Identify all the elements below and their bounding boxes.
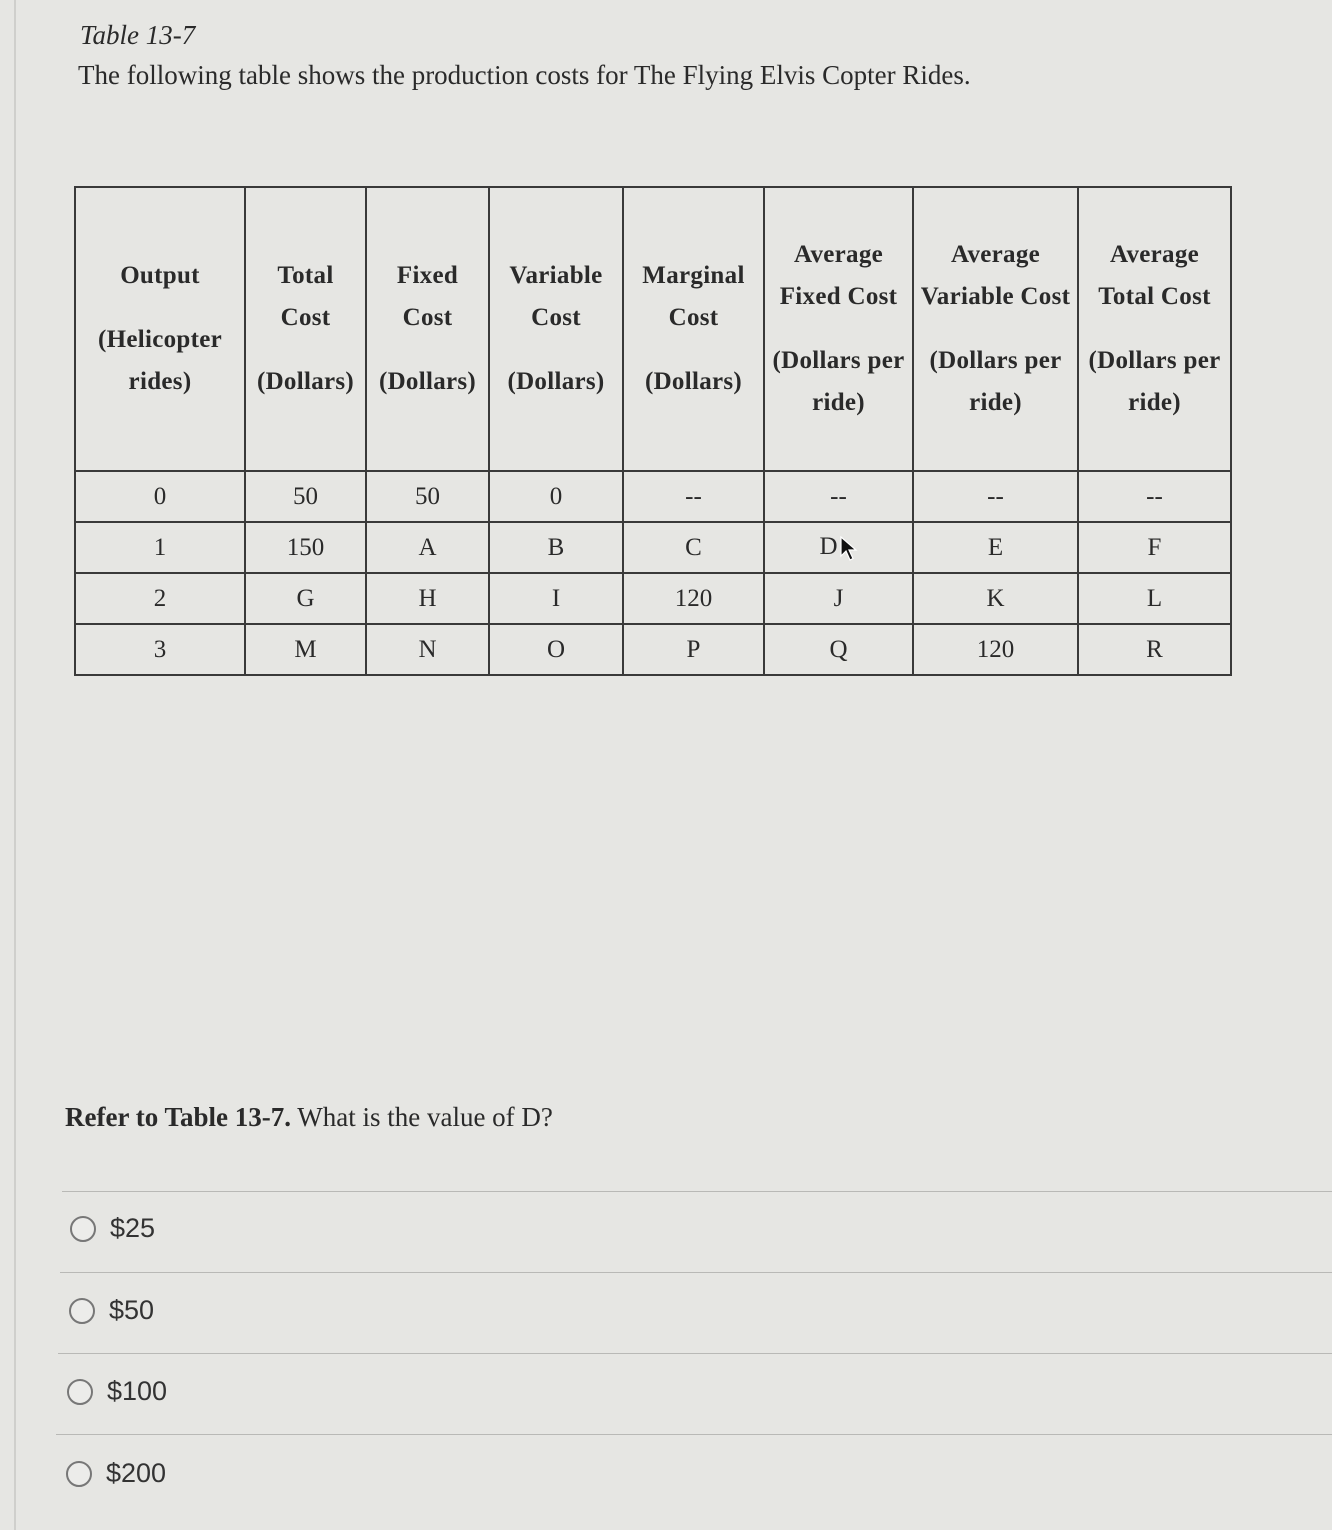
header-fixed-cost: Fixed Cost (Dollars)	[366, 187, 489, 471]
table-cell: L	[1078, 573, 1231, 624]
table-cell: 120	[623, 573, 764, 624]
table-cell: J	[764, 573, 913, 624]
option-divider	[58, 1353, 1332, 1354]
table-row	[75, 471, 1231, 522]
table-cell: A	[366, 522, 489, 573]
table-cell: Q	[764, 624, 913, 675]
option-25[interactable]	[70, 1213, 155, 1244]
option-divider	[62, 1191, 1332, 1192]
radio-button[interactable]	[66, 1461, 92, 1487]
table-row	[75, 522, 1231, 573]
table-cell: 150	[245, 522, 366, 573]
table-cell: C	[623, 522, 764, 573]
header-row	[75, 187, 1231, 471]
table-cell: B	[489, 522, 623, 573]
table-cell: 0	[75, 471, 245, 522]
question-reference: Refer to Table 13-7.	[65, 1102, 291, 1132]
table-cell: P	[623, 624, 764, 675]
option-label: $200	[106, 1458, 167, 1488]
table-cell: 2	[75, 573, 245, 624]
table-cell: F	[1078, 522, 1231, 573]
table-cell: --	[764, 471, 913, 522]
table-cell: G	[245, 573, 366, 624]
question-text	[65, 1102, 553, 1133]
table-cell: 3	[75, 624, 245, 675]
table-cell: R	[1078, 624, 1231, 675]
cost-table	[74, 186, 1232, 676]
header-output: Output (Helicopter rides)	[75, 187, 245, 471]
table-cell: H	[366, 573, 489, 624]
table-intro: The following table shows the production costs for The Flying Elvis Copter Rides.	[78, 60, 971, 90]
option-label: $50	[109, 1295, 155, 1325]
header-variable-cost: Variable Cost (Dollars)	[489, 187, 623, 471]
table-cell: 50	[245, 471, 366, 522]
table-cell: 0	[489, 471, 623, 522]
table-cell: N	[366, 624, 489, 675]
question-prompt: What is the value of D?	[297, 1102, 553, 1132]
table-cell: O	[489, 624, 623, 675]
header-average-variable-cost: Average Variable Cost (Dollars per ride)	[913, 187, 1078, 471]
option-50[interactable]	[69, 1295, 154, 1326]
table-caption: Table 13-7	[80, 20, 196, 50]
table-cell: 120	[913, 624, 1078, 675]
option-100[interactable]	[67, 1376, 167, 1407]
header-total-cost: Total Cost (Dollars)	[245, 187, 366, 471]
table-cell: M	[245, 624, 366, 675]
table-cell: 50	[366, 471, 489, 522]
table-cell: --	[1078, 471, 1231, 522]
table-cell: --	[623, 471, 764, 522]
option-divider	[56, 1434, 1332, 1435]
left-border	[14, 0, 16, 1530]
option-divider	[60, 1272, 1332, 1273]
header-marginal-cost: Marginal Cost (Dollars)	[623, 187, 764, 471]
table-cell: 1	[75, 522, 245, 573]
radio-button[interactable]	[69, 1298, 95, 1324]
table-row	[75, 573, 1231, 624]
table-row	[75, 624, 1231, 675]
cell-d-value: D	[819, 533, 838, 560]
header-average-total-cost: Average Total Cost (Dollars per ride)	[1078, 187, 1231, 471]
table-cell: K	[913, 573, 1078, 624]
mouse-pointer-icon	[840, 536, 858, 562]
header-average-fixed-cost: Average Fixed Cost (Dollars per ride)	[764, 187, 913, 471]
radio-button[interactable]	[70, 1216, 96, 1242]
option-label: $25	[110, 1213, 156, 1243]
option-200[interactable]	[66, 1458, 166, 1489]
radio-button[interactable]	[67, 1379, 93, 1405]
table-cell-d	[764, 522, 913, 573]
table-cell: I	[489, 573, 623, 624]
table-cell: E	[913, 522, 1078, 573]
table-cell: --	[913, 471, 1078, 522]
option-label: $100	[107, 1376, 168, 1406]
